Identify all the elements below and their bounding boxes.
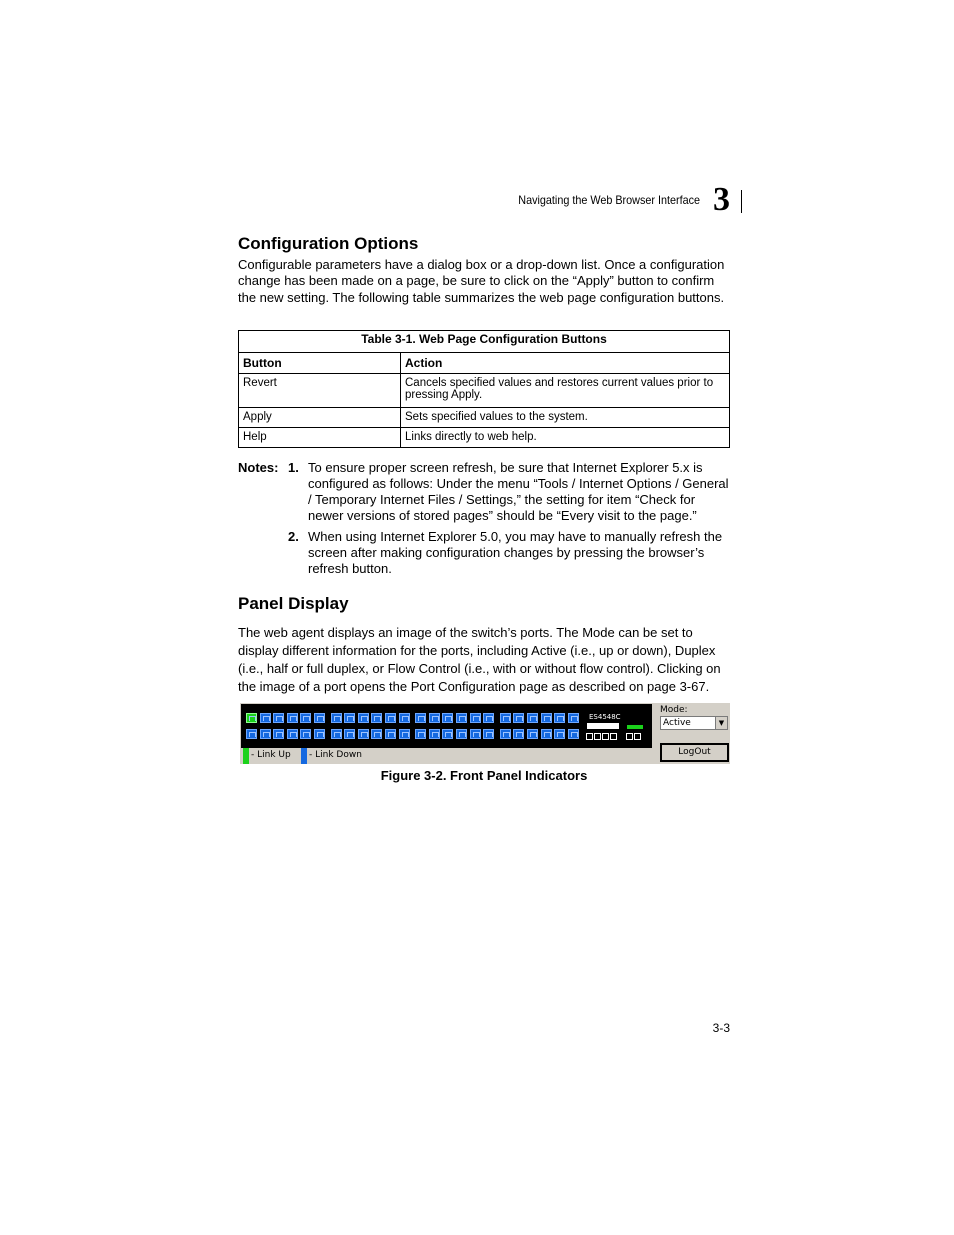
switch-port-icon[interactable] [385, 729, 396, 739]
table-row [239, 428, 730, 448]
note-number: 2. [288, 529, 299, 544]
switch-port-icon[interactable] [541, 729, 552, 739]
switch-port-icon[interactable] [554, 729, 565, 739]
switch-port-icon[interactable] [442, 713, 453, 723]
switch-port-icon[interactable] [300, 713, 311, 723]
switch-port-icon[interactable] [260, 729, 271, 739]
table-cell-action: Sets specified values to the system. [401, 408, 730, 428]
table-row [239, 374, 730, 408]
switch-port-icon[interactable] [470, 713, 481, 723]
note-number: 1. [288, 460, 299, 475]
uplink-port-icon[interactable] [626, 733, 633, 740]
table-header-button: Button [239, 353, 401, 374]
section-body-panel-display: The web agent displays an image of the switch’s ports. The Mode can be set to display different information for the ports, including Active (i.e., up or down), Duplex (i.e., half or full duplex, or Flow Control (i.e., with or without flow control). Clicking on the image of a port opens the Port Configuration page as described on page 3-67. [238, 625, 721, 694]
page-number: 3-3 [712, 1021, 730, 1035]
table-cell-action: Links directly to web help. [401, 428, 730, 448]
mode-select[interactable] [660, 716, 728, 730]
switch-port-icon[interactable] [358, 729, 369, 739]
switch-port-icon[interactable] [513, 713, 524, 723]
switch-port-icon[interactable] [568, 729, 579, 739]
switch-port-icon[interactable] [399, 713, 410, 723]
switch-port-icon[interactable] [371, 713, 382, 723]
notes-label: Notes: [238, 460, 279, 475]
uplink-port-icon[interactable] [594, 733, 601, 740]
chapter-rule [741, 190, 742, 213]
switch-port-icon[interactable] [358, 713, 369, 723]
legend-link-up: - Link Up [251, 750, 291, 760]
switch-port-icon[interactable] [554, 713, 565, 723]
figure-caption: Figure 3-2. Front Panel Indicators [380, 768, 588, 783]
uplink-port-icon[interactable] [634, 733, 641, 740]
switch-port-icon[interactable] [331, 713, 342, 723]
section-heading-panel-display: Panel Display [238, 594, 349, 613]
switch-port-icon[interactable] [246, 713, 257, 723]
table-caption: Table 3-1. Web Page Configuration Buttons [239, 331, 730, 353]
switch-port-icon[interactable] [344, 713, 355, 723]
switch-port-icon[interactable] [385, 713, 396, 723]
switch-port-icon[interactable] [287, 713, 298, 723]
switch-port-icon[interactable] [429, 713, 440, 723]
switch-port-icon[interactable] [273, 729, 284, 739]
mode-label: Mode: [660, 705, 688, 715]
table-cell-button: Help [239, 428, 401, 448]
link-up-swatch [243, 748, 249, 764]
mode-selected-value: Active [663, 718, 691, 728]
section-heading-configuration-options: Configuration Options [238, 234, 419, 253]
expansion-slot-icon [587, 723, 619, 729]
link-down-swatch [301, 748, 307, 764]
table-cell-button: Revert [239, 374, 401, 408]
chevron-down-icon[interactable]: ▼ [715, 717, 727, 729]
running-header-title: Navigating the Web Browser Interface [518, 193, 700, 207]
legend-link-down: - Link Down [309, 750, 362, 760]
switch-port-icon[interactable] [399, 729, 410, 739]
switch-model-label: ES4548C [589, 713, 621, 721]
switch-port-icon[interactable] [429, 729, 440, 739]
table-header-action: Action [401, 353, 730, 374]
switch-port-icon[interactable] [287, 729, 298, 739]
switch-port-icon[interactable] [456, 713, 467, 723]
section-body-configuration-options: Configurable parameters have a dialog box or a drop-down list. Once a configuration change has been made on a page, be sure to click on the “Apply” button to confirm the new setting. The following table summarizes the web page configuration buttons. [238, 257, 725, 305]
switch-port-icon[interactable] [483, 713, 494, 723]
switch-port-icon[interactable] [415, 713, 426, 723]
switch-front-panel [241, 704, 652, 748]
switch-port-icon[interactable] [527, 729, 538, 739]
switch-port-icon[interactable] [470, 729, 481, 739]
table-row [239, 408, 730, 428]
switch-port-icon[interactable] [371, 729, 382, 739]
switch-port-icon[interactable] [314, 729, 325, 739]
chapter-number: 3 [713, 181, 730, 218]
table-cell-action: Cancels specified values and restores current values prior to pressing Apply. [401, 374, 730, 408]
switch-port-icon[interactable] [246, 729, 257, 739]
switch-port-icon[interactable] [568, 713, 579, 723]
switch-port-icon[interactable] [442, 729, 453, 739]
note-text: To ensure proper screen refresh, be sure that Internet Explorer 5.x is configured as follows: Under the menu “Tools / Internet Options / General / Temporary Internet Files / Settings,” the setting for item “Check for newer versions of stored pages” should be “Every visit to the page.” [308, 460, 729, 523]
switch-port-icon[interactable] [260, 713, 271, 723]
switch-port-icon[interactable] [415, 729, 426, 739]
switch-port-icon[interactable] [527, 713, 538, 723]
note-text: When using Internet Explorer 5.0, you may have to manually refresh the screen after making configuration changes by pressing the browser’s refresh button. [308, 529, 723, 576]
uplink-port-icon[interactable] [586, 733, 593, 740]
configuration-buttons-table [238, 330, 730, 448]
switch-port-icon[interactable] [456, 729, 467, 739]
switch-port-icon[interactable] [513, 729, 524, 739]
switch-port-icon[interactable] [344, 729, 355, 739]
switch-port-icon[interactable] [500, 713, 511, 723]
logout-button[interactable]: LogOut [660, 743, 729, 762]
table-cell-button: Apply [239, 408, 401, 428]
switch-port-icon[interactable] [300, 729, 311, 739]
switch-port-icon[interactable] [273, 713, 284, 723]
uplink-port-icon[interactable] [602, 733, 609, 740]
status-led-icon [627, 725, 643, 729]
front-panel-figure [240, 703, 730, 764]
switch-port-icon[interactable] [541, 713, 552, 723]
switch-port-icon[interactable] [314, 713, 325, 723]
switch-port-icon[interactable] [500, 729, 511, 739]
uplink-port-icon[interactable] [610, 733, 617, 740]
switch-port-icon[interactable] [331, 729, 342, 739]
switch-port-icon[interactable] [483, 729, 494, 739]
